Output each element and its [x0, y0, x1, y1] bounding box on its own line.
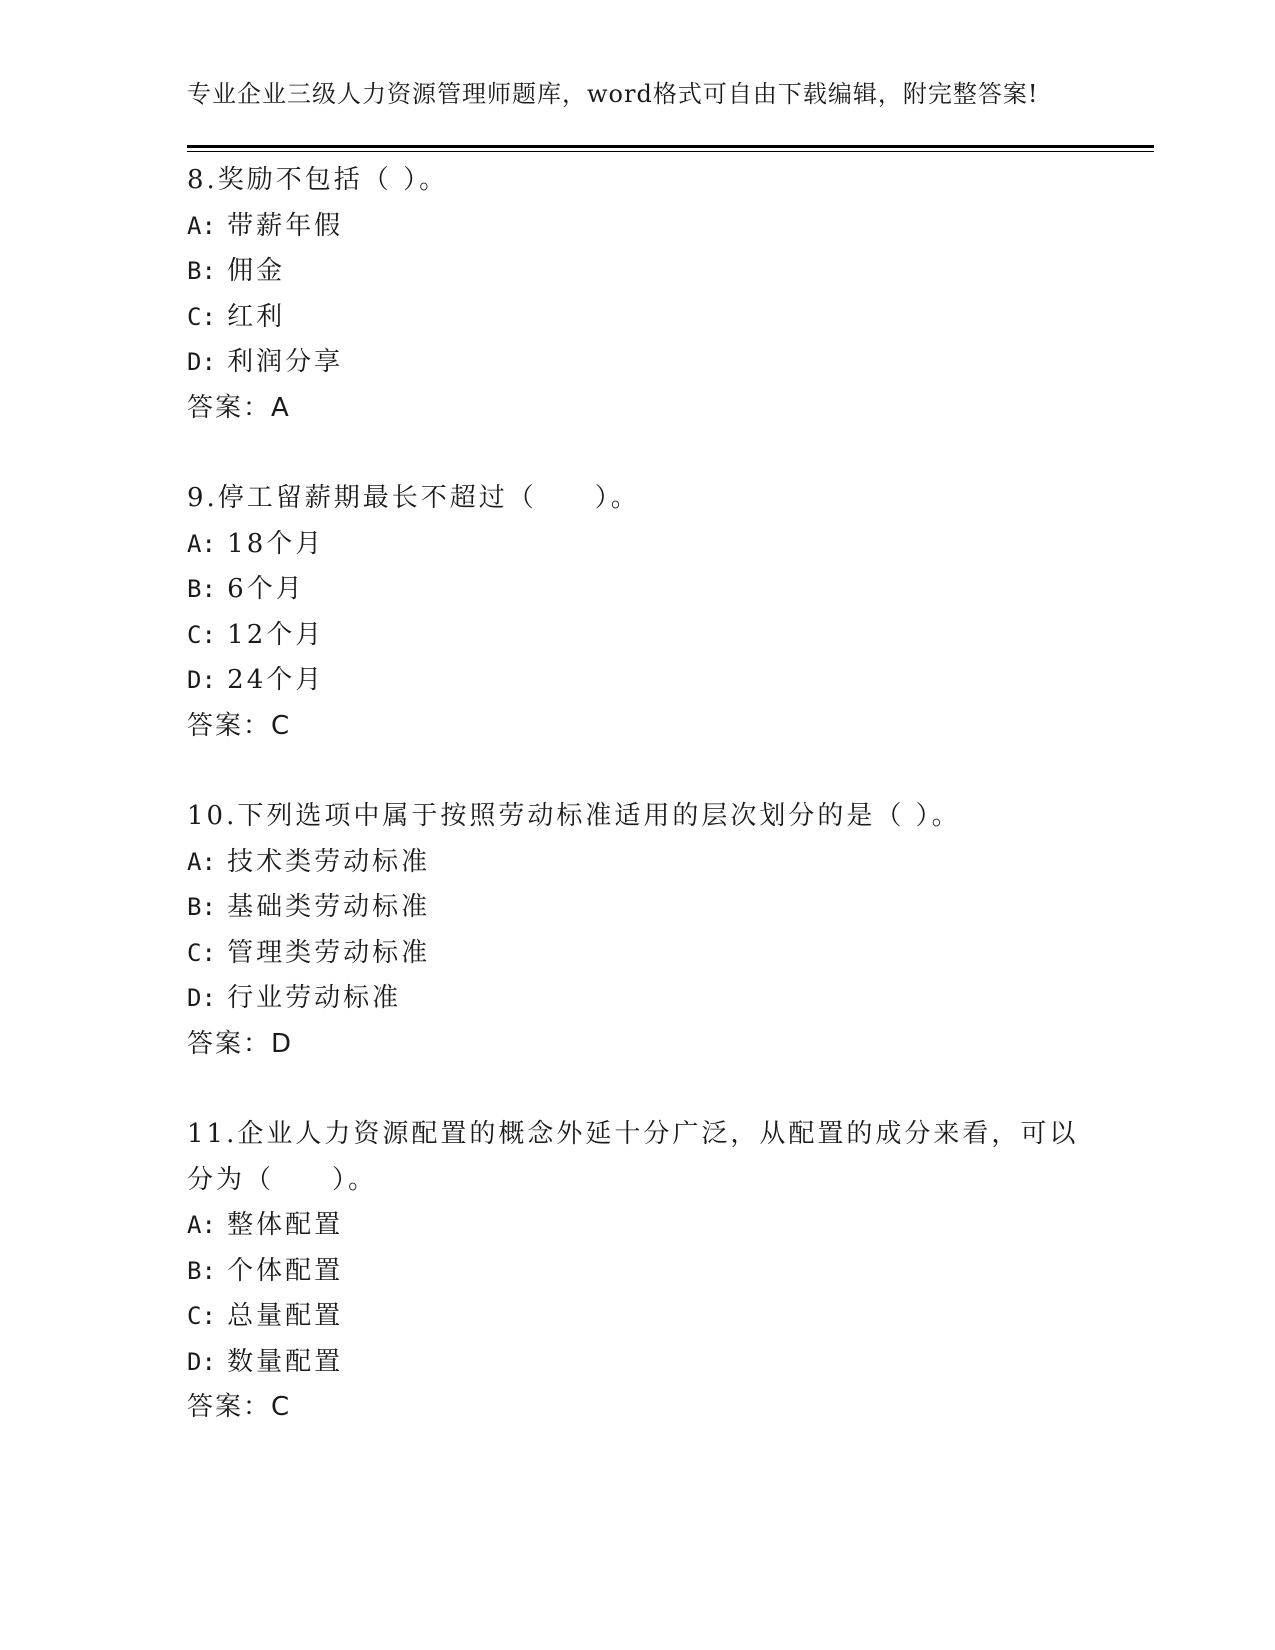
option-text: 利润分享 [227, 347, 344, 377]
option-b [187, 249, 1087, 295]
option-letter: C: [187, 302, 216, 331]
header-rule-thick [187, 145, 1154, 148]
question-stem: 9.停工留薪期最长不超过（ ）。 [187, 483, 640, 513]
page-header: 专业企业三级人力资源管理师题库，word格式可自由下载编辑，附完整答案! [187, 80, 1039, 108]
option-letter: D: [187, 348, 216, 376]
option-letter: D: [187, 1347, 216, 1376]
option-text: 12个月 [227, 619, 325, 650]
question-stem: 11.企业人力资源配置的概念外延十分广泛，从配置的成分来看，可以分为（ ）。 [187, 1119, 1079, 1195]
option-c [187, 931, 1087, 977]
option-a [187, 1203, 1087, 1249]
answer-line: 答案：D [187, 1028, 294, 1059]
option-letter: D: [187, 984, 216, 1012]
option-text: 24个月 [227, 665, 325, 695]
option-d [187, 1340, 1087, 1386]
answer-line: 答案：C [187, 710, 292, 741]
question-10 [187, 794, 1087, 1067]
option-letter: B: [187, 893, 216, 921]
option-text: 6个月 [227, 574, 305, 604]
option-letter: A: [187, 847, 216, 876]
option-b [187, 1249, 1087, 1295]
option-b [187, 885, 1087, 931]
option-text: 带薪年假 [227, 210, 344, 241]
option-text: 整体配置 [227, 1210, 344, 1240]
option-a [187, 840, 1087, 886]
question-8 [187, 158, 1087, 431]
option-letter: A: [187, 211, 216, 240]
option-text: 基础类劳动标准 [227, 892, 431, 922]
question-stem: 8.奖励不包括（ ）。 [187, 165, 449, 195]
header-rule-thin [187, 151, 1154, 152]
option-text: 技术类劳动标准 [227, 846, 431, 877]
option-letter: A: [187, 529, 216, 558]
option-a [187, 522, 1087, 568]
question-11 [187, 1112, 1087, 1431]
option-c [187, 1294, 1087, 1340]
option-b [187, 567, 1087, 613]
option-letter: B: [187, 1256, 216, 1285]
question-9 [187, 476, 1087, 749]
option-letter: B: [187, 257, 216, 285]
option-letter: C: [187, 938, 216, 967]
answer-line: 答案：C [187, 1392, 292, 1422]
option-text: 个体配置 [227, 1255, 344, 1286]
option-letter: C: [187, 620, 216, 649]
option-text: 管理类劳动标准 [227, 937, 431, 968]
option-text: 行业劳动标准 [227, 983, 402, 1013]
option-text: 总量配置 [227, 1301, 344, 1331]
option-c [187, 295, 1087, 341]
option-a [187, 204, 1087, 250]
option-d [187, 340, 1087, 386]
option-text: 18个月 [227, 528, 325, 559]
question-list [187, 158, 1087, 1476]
option-c [187, 613, 1087, 659]
option-letter: D: [187, 666, 216, 694]
option-text: 红利 [227, 301, 286, 332]
answer-line: 答案：A [187, 392, 291, 423]
option-d [187, 976, 1087, 1022]
option-letter: A: [187, 1211, 216, 1239]
question-stem: 10.下列选项中属于按照劳动标准适用的层次划分的是（ ）。 [187, 801, 961, 831]
option-letter: B: [187, 575, 216, 603]
option-text: 数量配置 [227, 1346, 344, 1377]
option-d [187, 658, 1087, 704]
option-letter: C: [187, 1302, 216, 1330]
option-text: 佣金 [227, 256, 286, 286]
